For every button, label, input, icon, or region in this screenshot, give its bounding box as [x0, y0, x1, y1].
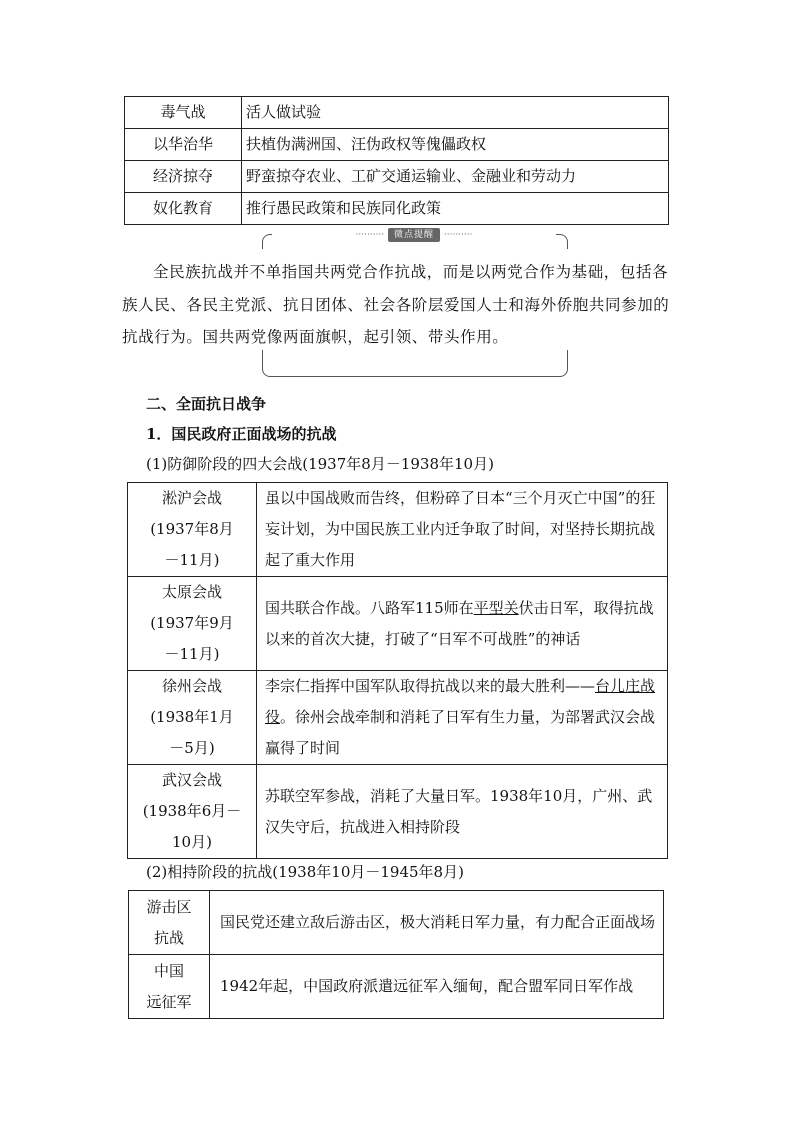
- battle-date-end: －11月): [164, 645, 220, 663]
- battle-desc-a: 国共联合作战。八路军115师在: [265, 598, 474, 617]
- table-row: [128, 577, 668, 671]
- tip-dots-left: ··········: [355, 230, 385, 240]
- stalemate-desc: 1942年起，中国政府派遣远征军入缅甸，配合盟军同日军作战: [210, 955, 664, 1019]
- table-row: [128, 765, 668, 859]
- underlined-place: 平型关: [473, 598, 519, 617]
- table-cell-value: 推行愚民政策和民族同化政策: [242, 193, 669, 225]
- table-row: [128, 483, 668, 577]
- table-cell-key: 毒气战: [125, 97, 242, 129]
- part1-title: (1)防御阶段的四大会战(1937年8月－1938年10月): [146, 455, 494, 473]
- stalemate-key-line2: 远征军: [146, 992, 192, 1011]
- battle-name: 武汉会战: [161, 771, 222, 789]
- battle-date-end: 10月): [172, 833, 212, 851]
- section-title: 二、全面抗日战争: [146, 395, 267, 413]
- battle-name: 淞沪会战: [161, 489, 222, 507]
- battle-desc-b: 。徐州会战牵制和消耗了日军有生力量，为部署武汉会战赢得了时间: [265, 708, 656, 757]
- stalemate-key-line1: 游击区: [146, 897, 192, 916]
- table-cell-key: 经济掠夺: [125, 161, 242, 193]
- table-row: [125, 97, 669, 129]
- stalemate-key: [129, 955, 210, 1019]
- part2-title: (2)相持阶段的抗战(1938年10月－1945年8月): [146, 863, 464, 881]
- tip-text: 全民族抗战并不单指国共两党合作抗战，而是以两党合作为基础，包括各族人民、各民主党派、抗日团体、社会各阶层爱国人士和海外侨胞共同参加的抗战行为。国共两党像两面旗帜，起引领、带头作用。: [122, 263, 670, 346]
- battle-date-end: －11月): [164, 551, 220, 569]
- battles-table: [127, 482, 668, 859]
- table-cell-key: 以华治华: [125, 129, 242, 161]
- battle-desc-a: 李宗仁指挥中国军队取得抗战以来的最大胜利——: [265, 677, 596, 695]
- battle-desc-b: 伏击日军，取得抗战以来的首次大捷，打破了“日军不可战胜”的神话: [265, 598, 654, 648]
- battle-date-end: －5月): [169, 739, 215, 757]
- stalemate-table: [128, 890, 664, 1019]
- battle-date: (1937年9月: [150, 614, 234, 632]
- table-row: [129, 891, 664, 955]
- stalemate-desc: 国民党还建立敌后游击区，极大消耗日军力量，有力配合正面战场: [210, 891, 664, 955]
- tip-dots-right: ··········: [443, 230, 473, 240]
- stalemate-key-line2: 抗战: [153, 928, 184, 947]
- battle-name: 徐州会战: [161, 677, 222, 695]
- battle-date: (1937年8月: [150, 520, 234, 538]
- battle-name: 太原会战: [161, 583, 222, 601]
- battle-cell: [128, 765, 257, 859]
- battle-desc: 苏联空军参战，消耗了大量日军。1938年10月，广州、武汉失守后，抗战进入相持阶段: [257, 765, 668, 859]
- table-row: [125, 193, 669, 225]
- battle-desc: 虽以中国战败而告终，但粉碎了日本“三个月灭亡中国”的狂妄计划，为中国民族工业内迁争取了时间，对坚持长期抗战起了重大作用: [257, 483, 668, 577]
- tip-label: [272, 228, 556, 242]
- battle-desc: [257, 577, 668, 671]
- tip-label-text: 微点提醒: [388, 228, 440, 242]
- table-cell-value: 扶植伪满洲国、汪伪政权等傀儡政权: [242, 129, 669, 161]
- occupation-policy-table: [124, 96, 669, 225]
- tip-box-bottom-border: [262, 350, 568, 377]
- battle-desc: [257, 671, 668, 765]
- battle-date: (1938年1月: [150, 708, 234, 726]
- table-row: [128, 671, 668, 765]
- subsection-title: 1．国民政府正面战场的抗战: [146, 425, 337, 443]
- stalemate-key: [129, 891, 210, 955]
- table-cell-value: 活人做试验: [242, 97, 669, 129]
- battle-cell: [128, 671, 257, 765]
- battle-cell: [128, 483, 257, 577]
- underlined-battle: 台儿庄战役: [265, 677, 656, 726]
- table-row: [125, 161, 669, 193]
- battle-date: (1938年6月－: [142, 802, 242, 820]
- table-cell-key: 奴化教育: [125, 193, 242, 225]
- table-cell-value: 野蛮掠夺农业、工矿交通运输业、金融业和劳动力: [242, 161, 669, 193]
- table-row: [125, 129, 669, 161]
- table-row: [129, 955, 664, 1019]
- stalemate-key-line1: 中国: [153, 961, 184, 980]
- battle-cell: [128, 577, 257, 671]
